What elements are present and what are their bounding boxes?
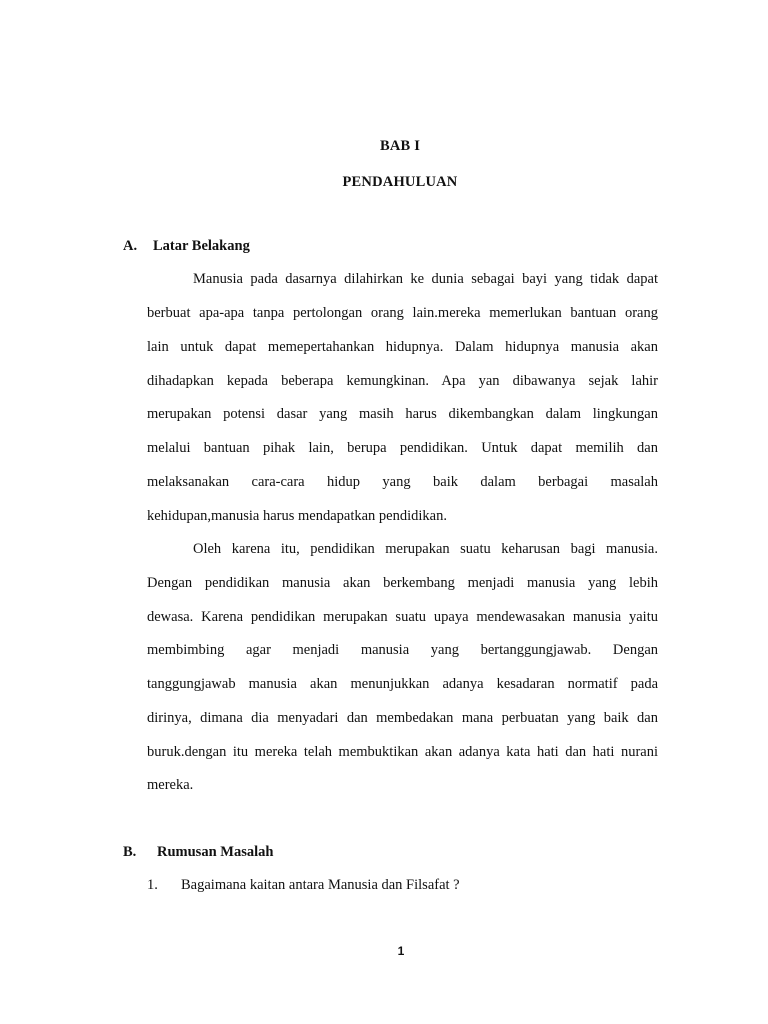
paragraph-line: dirinya, dimana dia menyadari dan membedakan mana perbuatan yang baik dan [147,710,658,726]
paragraph-line: merupakan potensi dasar yang masih harus dikembangkan dalam lingkungan [147,406,658,422]
paragraph-line: berbuat apa-apa tanpa pertolongan orang lain.mereka memerlukan bantuan orang [147,305,658,321]
paragraph-line: tanggungjawab manusia akan menunjukkan adanya kesadaran normatif pada [147,676,658,692]
chapter-label: BAB I [379,138,421,154]
paragraph-line: membimbing agar menjadi manusia yang bertanggungjawab. Dengan [147,642,658,658]
page-number: 1 [397,944,405,958]
paragraph-line: Dengan pendidikan manusia akan berkembang menjadi manusia yang lebih [147,575,658,591]
section-a-number: A. [123,238,138,254]
list-item-text: Bagaimana kaitan antara Manusia dan Filsafat ? [181,877,460,893]
section-a-title: Latar Belakang [153,238,250,254]
paragraph-line: lain untuk dapat memepertahankan hidupnya. Dalam hidupnya manusia akan [147,339,658,355]
paragraph-line: dewasa. Karena pendidikan merupakan suatu upaya mendewasakan manusia yaitu [147,609,658,625]
paragraph-line: Manusia pada dasarnya dilahirkan ke dunia sebagai bayi yang tidak dapat [193,271,658,287]
paragraph-line: Oleh karena itu, pendidikan merupakan suatu keharusan bagi manusia. [193,541,658,557]
paragraph-line: melalui bantuan pihak lain, berupa pendidikan. Untuk dapat memilih dan [147,440,658,456]
list-item-number: 1. [147,877,158,893]
paragraph-line: melaksanakan cara-cara hidup yang baik dalam berbagai masalah [147,474,658,490]
section-b-title: Rumusan Masalah [157,844,274,860]
section-b-number: B. [123,844,137,860]
paragraph-line: kehidupan,manusia harus mendapatkan pendidikan. [147,508,447,524]
paragraph-line: dihadapkan kepada beberapa kemungkinan. Apa yan dibawanya sejak lahir [147,373,658,389]
chapter-title: PENDAHULUAN [342,174,458,190]
paragraph-line: buruk.dengan itu mereka telah membuktikan akan adanya kata hati dan hati nurani [147,744,658,760]
paragraph-line: mereka. [147,777,194,793]
